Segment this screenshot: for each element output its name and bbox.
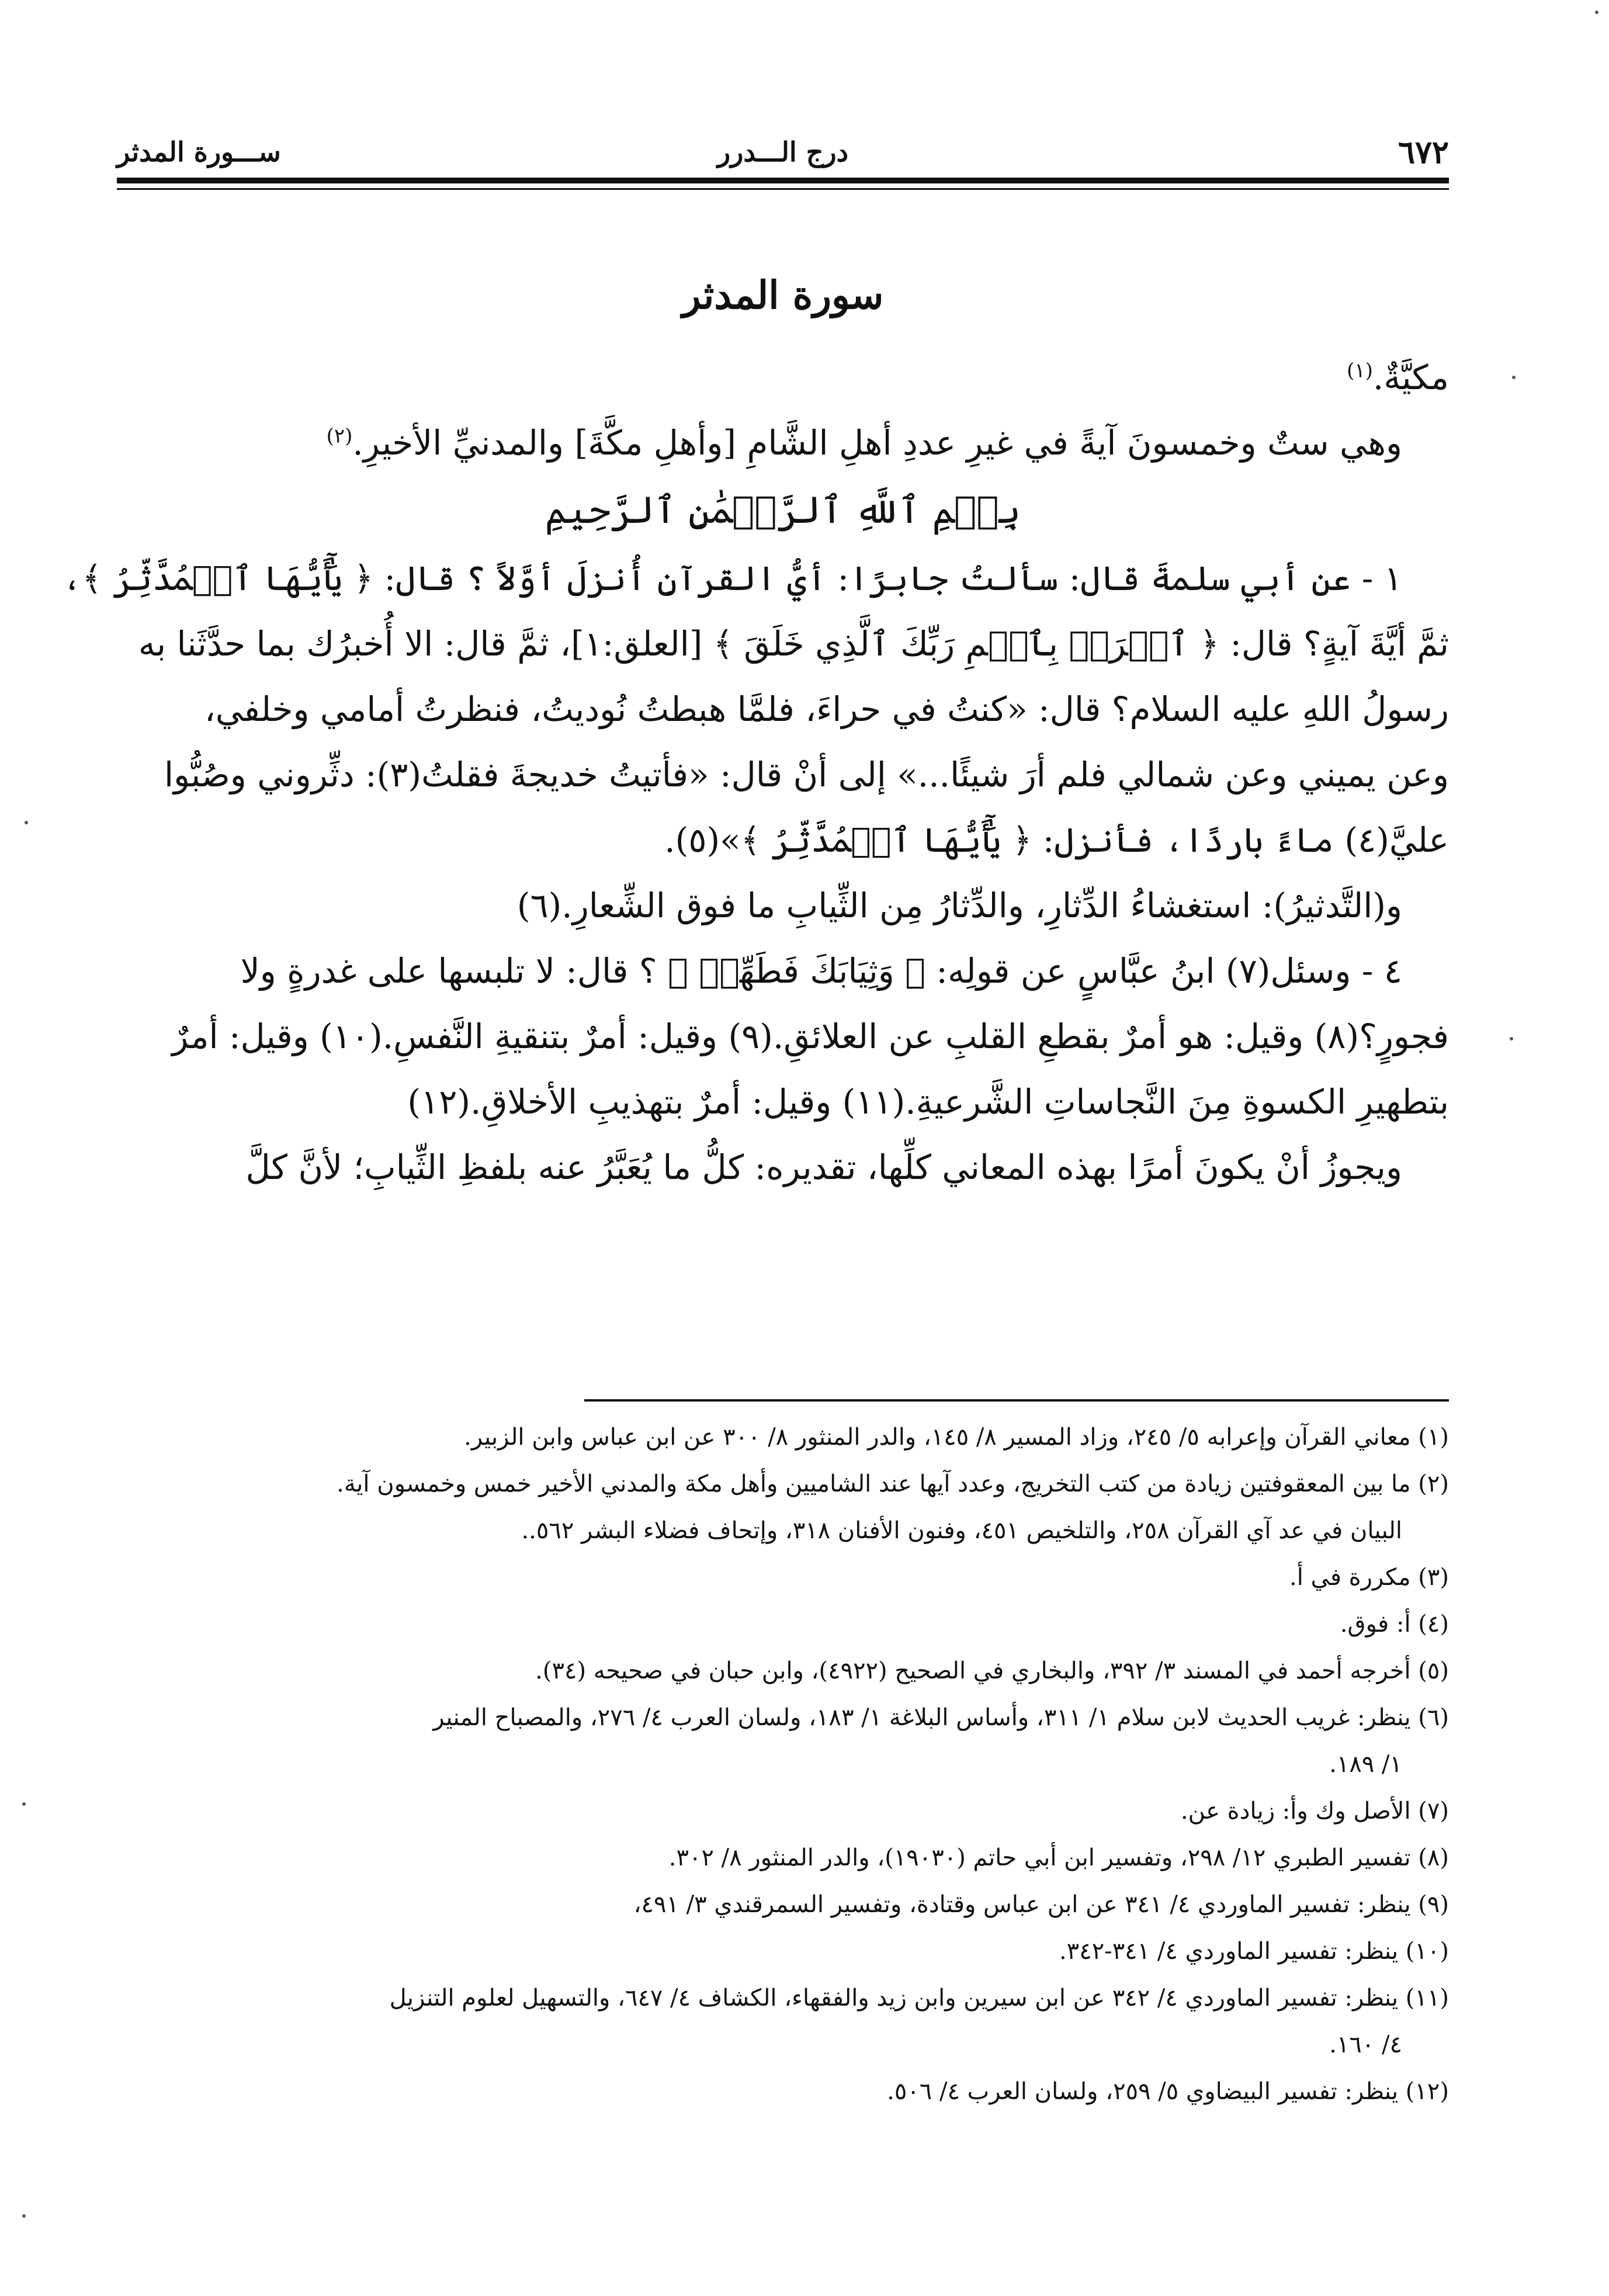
footnote: (١١) ينظر: تفسير الماوردي ٤/ ٣٤٢ عن ابن سيرين وابن زيد والفقهاء، الكشاف ٤/ ٦٤٧، والتسهيل لعلوم التنزيل [389,1985,1449,2011]
footnote-ref: (١) [1347,359,1373,383]
text-line: رسولُ اللهِ عليه السلام؟ قال: «كنتُ في حراءَ، فلمَّا هبطتُ نُوديتُ، فنظرتُ أمامي وخلفي، [204,689,1449,729]
basmala: بِسۡمِ ٱللَّهِ ٱلرَّحۡمَٰنِ ٱلرَّحِيمِ [545,489,1021,532]
text-line: ١ - عن أبي سلمةَ قال: سألتُ جابرًا: أيُّ القرآنِ أُنزلَ أوَّلاً ؟ قال: ﴿ يَٰٓأَيُّهَا ٱلۡمُدَّثِّرُ ﴾، [62,559,1402,598]
footnote-continuation: ١/ ١٨٩. [1329,1751,1402,1778]
main-text [62,269,1449,1200]
makkiyya-text: مكيَّةٌ. [1372,358,1449,397]
footnote: (٥) أخرجه أحمد في المسند ٣/ ٣٩٢، والبخاري في الصحيح (٤٩٢٢)، وابن حبان في صحيحه (٣٤). [535,1657,1449,1684]
text-line: فجورٍ؟(٨) وقيل: هو أمرٌ بقطعِ القلبِ عن العلائقِ.(٩) وقيل: أمرٌ بتنقيةِ النَّفسِ.(١٠) وقيل: أمرٌ [172,1017,1449,1056]
footnote-ref: (٢) [326,424,353,448]
scan-speck [1512,376,1516,379]
scan-speck [22,1802,26,1806]
footnote: (٤) أ: فوق. [1340,1611,1449,1638]
running-header [117,124,1449,176]
footnote: (٢) ما بين المعقوفتين زيادة من كتب التخريج، وعدد آيها عند الشاميين وأهل مكة والمدني الأخير خمس وخمسون آية. [337,1470,1449,1497]
verse-count-text: وهي ستٌ وخمسونَ آيةً في غيرِ عددِ أهلِ الشَّامِ [وأهلِ مكَّةَ] والمدنيِّ الأخيرِ. [352,423,1402,463]
text-line: ٤ - وسئل(٧) ابنُ عبَّاسٍ عن قولِه: ﴿ وَثِيَابَكَ فَطَهِّرۡ ﴾ ؟ قال: لا تلبسها على غدرةٍ ولا [240,951,1402,991]
scan-speck [22,2214,26,2218]
footnote: (١٢) ينظر: تفسير البيضاوي ٥/ ٢٥٩، ولسان العرب ٤/ ٥٠٦. [887,2078,1449,2105]
footnote: (٦) ينظر: غريب الحديث لابن سلام ١/ ٣١١، وأساس البلاغة ١/ ١٨٣، ولسان العرب ٤/ ٢٧٦، والمصباح المنير [433,1704,1449,1731]
text-line: بتطهيرِ الكسوةِ مِنَ النَّجاساتِ الشَّرعيةِ.(١١) وقيل: أمرٌ بتهذيبِ الأخلاقِ.(١٢) [407,1082,1449,1122]
footnote: (٣) مكررة في أ. [1289,1564,1449,1591]
makkiyya-line [117,345,1449,410]
page-number: ٦٧٢ [1398,133,1449,171]
scan-speck [1510,1037,1513,1041]
footnotes [117,1414,1449,2115]
book-title: درج الـــدرر [717,136,849,168]
sura-heading: سورة المدثر [682,272,884,318]
footnote: (٨) تفسير الطبري ١٢/ ٢٩٨، وتفسير ابن أبي حاتم (١٩٠٣٠)، والدر المنثور ٨/ ٣٠٢. [668,1844,1449,1871]
text-line: و(التَّدثيرُ): استغشاءُ الدِّثارِ، والدِّثارُ مِن الثِّيابِ ما فوق الشِّعارِ.(٦) [516,886,1402,925]
footnote: (٧) الأصل وك وأ: زيادة عن. [1180,1798,1449,1825]
text-line: وعن يميني وعن شمالي فلم أرَ شيئًا...» إلى أنْ قال: «فأتيتُ خديجةَ فقلتُ(٣): دثِّروني وصُبُّوا [164,755,1449,795]
footnote-continuation: ٤/ ١٦٠. [1329,2031,1402,2058]
verse-count-line [117,410,1449,476]
footnote: (١) معاني القرآن وإعرابه ٥/ ٢٤٥، وزاد المسير ٨/ ١٤٥، والدر المنثور ٨/ ٣٠٠ عن ابن عباس وابن الزبير. [464,1424,1449,1451]
scan-speck [1595,11,1598,14]
text-line: ويجوزُ أنْ يكونَ أمرًا بهذه المعاني كلِّها، تقديره: كلُّ ما يُعَبَّرُ عنه بلفظِ الثِّيابِ؛ لأنَّ كلَّ [245,1147,1402,1187]
running-sura-title: ســـورة المدثر [117,136,281,168]
text-line: عليَّ(٤) ماءً باردًا، فأنزل: ﴿ يَٰٓأَيُّهَا ٱلۡمُدَّثِّرُ ﴾»(٥). [664,820,1449,860]
scan-speck [25,821,28,824]
text-line: ثمَّ أيَّةَ آيةٍ؟ قال: ﴿ ٱقۡرَأۡ بِٱسۡمِ رَبِّكَ ٱلَّذِي خَلَقَ ﴾ [العلق:١]، ثمَّ قال: الا أُخبرُك بما حدَّثَنا به [138,624,1449,664]
footnote: (٩) ينظر: تفسير الماوردي ٤/ ٣٤١ عن ابن عباس وقتادة، وتفسير السمرقندي ٣/ ٤٩١، [633,1891,1449,1918]
header-rule-thick [117,178,1449,183]
footnote-continuation: البيان في عد آي القرآن ٢٥٨، والتلخيص ٤٥١، وفنون الأفنان ٣١٨، وإتحاف فضلاء البشر ٥٦٢.. [521,1517,1402,1544]
footnote-separator [584,1399,1449,1402]
header-rule-thin [117,188,1449,190]
footnote: (١٠) ينظر: تفسير الماوردي ٤/ ٣٤١-٣٤٢. [1059,1938,1449,1965]
